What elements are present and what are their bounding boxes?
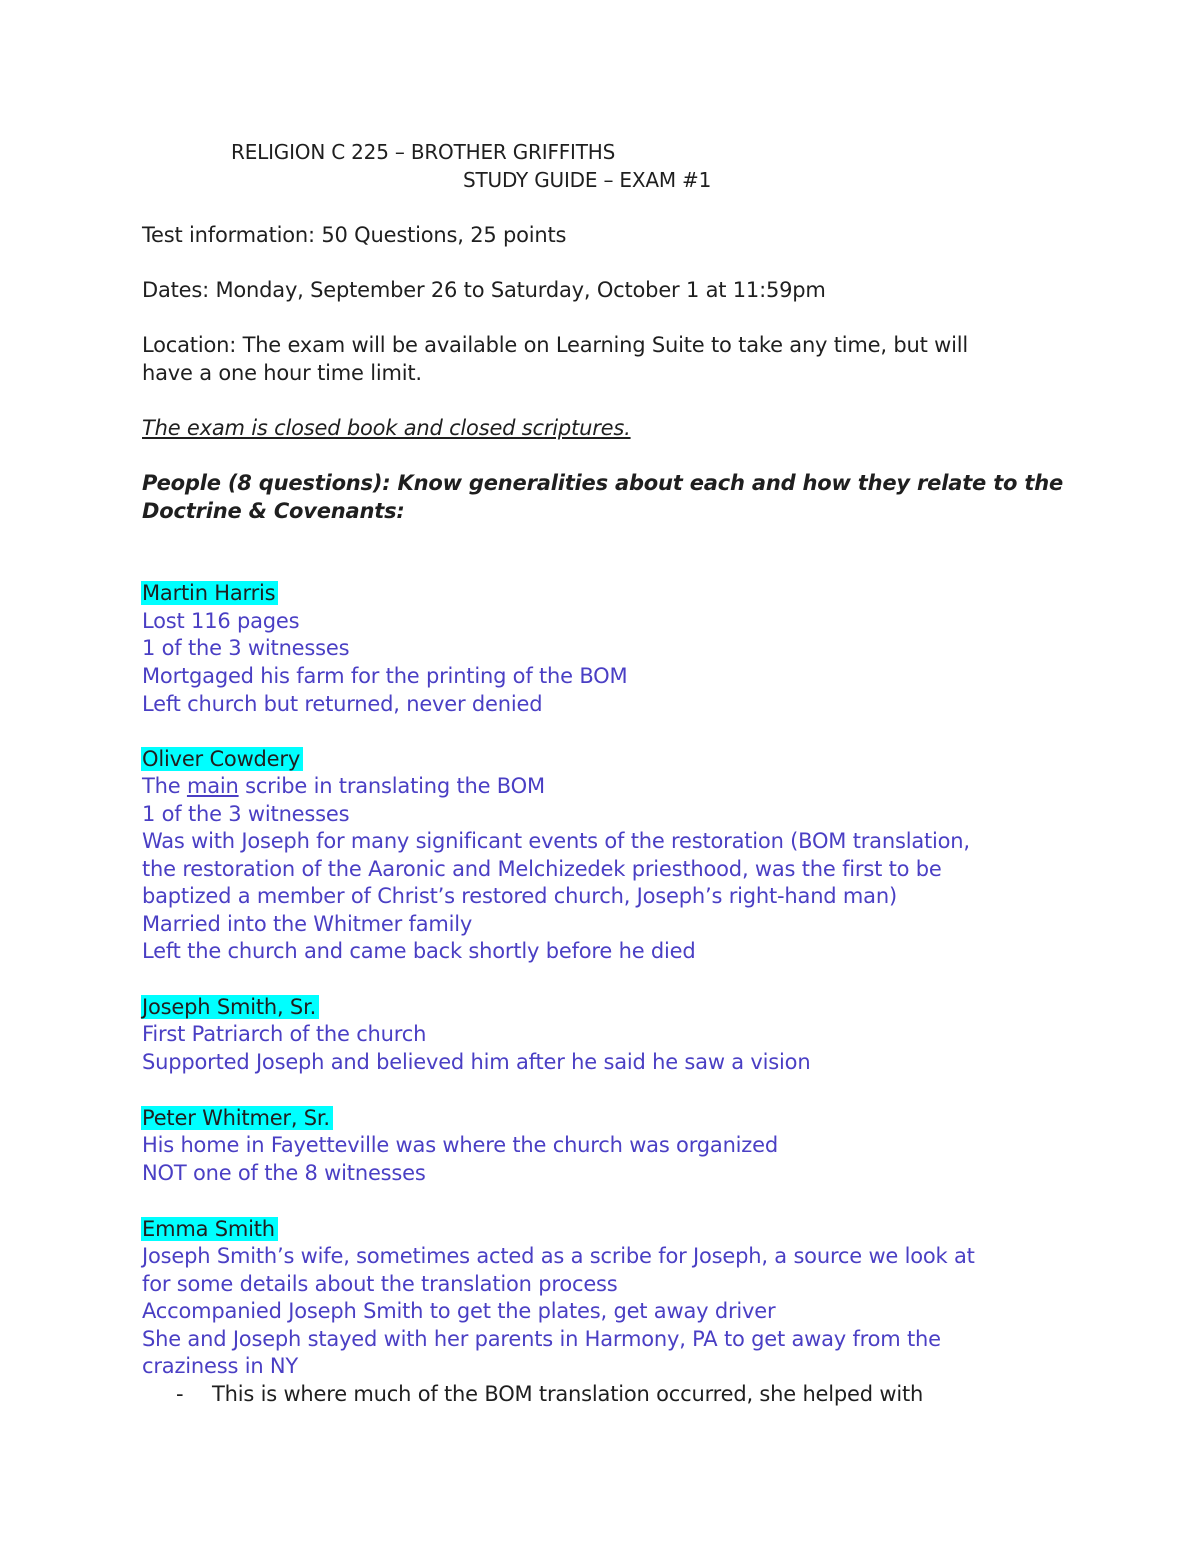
test-information: Test information: 50 Questions, 25 points	[142, 223, 567, 247]
list-item: NOT one of the 8 witnesses	[142, 1161, 426, 1185]
document-subtitle: STUDY GUIDE – EXAM #1	[463, 168, 712, 192]
people-heading-line2: Doctrine & Covenants:	[142, 499, 405, 523]
list-item: Was with Joseph for many significant events of the restoration (BOM translation,	[142, 829, 970, 853]
person-name-oliver-cowdery	[141, 745, 303, 773]
closed-book-note: The exam is closed book and closed scriptures.	[142, 416, 631, 440]
highlight: Emma Smith	[141, 1217, 278, 1241]
text: scribe in translating the BOM	[238, 774, 545, 798]
list-item: She and Joseph stayed with her parents in Harmony, PA to get away from the	[142, 1327, 941, 1351]
highlight: Joseph Smith, Sr.	[141, 995, 319, 1019]
bullet-dash-icon: -	[176, 1382, 184, 1406]
person-name-martin-harris	[141, 579, 278, 607]
list-item: baptized a member of Christ’s restored church, Joseph’s right-hand man)	[142, 884, 897, 908]
person-name-peter-whitmer-sr	[141, 1104, 333, 1132]
person-name-joseph-smith-sr	[141, 993, 319, 1021]
list-item: Married into the Whitmer family	[142, 912, 473, 936]
list-item: His home in Fayetteville was where the church was organized	[142, 1133, 778, 1157]
person-name-emma-smith	[141, 1215, 278, 1243]
list-item: Left church but returned, never denied	[142, 692, 543, 716]
document-title: RELIGION C 225 – BROTHER GRIFFITHS	[231, 140, 616, 164]
list-item: craziness in NY	[142, 1354, 299, 1378]
people-heading-line1: People (8 questions): Know generalities about each and how they relate to the	[142, 471, 1063, 495]
exam-location-line1: Location: The exam will be available on Learning Suite to take any time, but will	[142, 333, 968, 357]
list-item: Accompanied Joseph Smith to get the plates, get away driver	[142, 1299, 776, 1323]
list-item: the restoration of the Aaronic and Melchizedek priesthood, was the first to be	[142, 857, 942, 881]
list-item: First Patriarch of the church	[142, 1022, 427, 1046]
list-item: 1 of the 3 witnesses	[142, 802, 350, 826]
list-item: Lost 116 pages	[142, 609, 300, 633]
text: The	[142, 774, 187, 798]
list-item: Mortgaged his farm for the printing of the BOM	[142, 664, 628, 688]
list-item: Joseph Smith’s wife, sometimes acted as a scribe for Joseph, a source we look at	[142, 1244, 975, 1268]
list-item: Left the church and came back shortly before he died	[142, 939, 696, 963]
list-item: Supported Joseph and believed him after he said he saw a vision	[142, 1050, 811, 1074]
underlined-word: main	[186, 774, 239, 798]
highlight: Peter Whitmer, Sr.	[141, 1106, 333, 1130]
highlight: Martin Harris	[141, 581, 278, 605]
list-item: for some details about the translation process	[142, 1272, 618, 1296]
exam-location-line2: have a one hour time limit.	[142, 361, 422, 385]
bullet-item: This is where much of the BOM translation occurred, she helped with	[212, 1382, 924, 1406]
highlight: Oliver Cowdery	[141, 747, 303, 771]
list-item	[142, 772, 545, 800]
exam-dates: Dates: Monday, September 26 to Saturday, October 1 at 11:59pm	[142, 278, 826, 302]
list-item: 1 of the 3 witnesses	[142, 636, 350, 660]
